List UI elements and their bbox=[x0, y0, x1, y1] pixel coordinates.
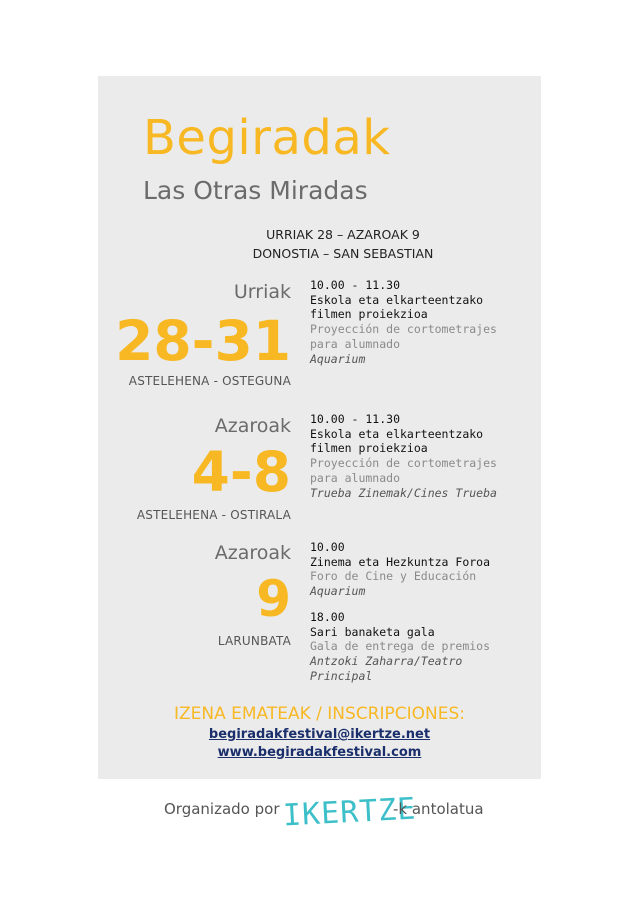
session-es: Foro de Cine y Educación bbox=[310, 569, 477, 584]
session-venue: Antzoki Zaharra/Teatro bbox=[310, 653, 463, 668]
event-2-session bbox=[310, 412, 497, 500]
event-3-days: 9 bbox=[256, 570, 291, 628]
organized-by-text: Organizado por bbox=[164, 800, 280, 818]
event-1-month: Urriak bbox=[233, 281, 291, 303]
festival-title: Begiradak bbox=[143, 110, 391, 166]
session-spacer bbox=[310, 599, 490, 610]
event-2-weekdays: ASTELEHENA - OSTIRALA bbox=[136, 508, 291, 522]
festival-subtitle: Las Otras Miradas bbox=[143, 176, 368, 205]
session-venue: Aquarium bbox=[310, 584, 366, 599]
session-time: 18.00 bbox=[310, 609, 345, 624]
session-es: para alumnado bbox=[310, 336, 401, 351]
session-time: 10.00 bbox=[310, 540, 345, 554]
session-time: 10.00 - 11.30 bbox=[310, 278, 401, 292]
session-title: filmen proiekzioa bbox=[310, 441, 428, 456]
event-1-weekdays: ASTELEHENA - OSTEGUNA bbox=[128, 374, 291, 388]
event-2-days: 4-8 bbox=[191, 440, 291, 504]
organizer-suffix: -k antolatua bbox=[393, 800, 484, 818]
email-link[interactable]: begiradakfestival@ikertze.net bbox=[208, 727, 431, 742]
session-es: Gala de entrega de premios bbox=[310, 639, 491, 654]
ikertze-logo: IKERTZE bbox=[282, 791, 418, 834]
session-title: Sari banaketa gala bbox=[310, 624, 435, 639]
session-es: para alumnado bbox=[310, 470, 401, 485]
event-1-session bbox=[310, 278, 497, 366]
event-2-month: Azaroak bbox=[214, 415, 291, 437]
session-time: 10.00 - 11.30 bbox=[310, 412, 401, 426]
session-title: Eskola eta elkarteentzako bbox=[310, 292, 484, 307]
session-title: Zinema eta Hezkuntza Foroa bbox=[310, 554, 491, 569]
city: DONOSTIA – SAN SEBASTIAN bbox=[252, 246, 434, 261]
session-venue: Principal bbox=[310, 668, 373, 683]
event-1-days: 28-31 bbox=[115, 309, 291, 373]
date-range: URRIAK 28 – AZAROAK 9 bbox=[266, 227, 420, 242]
registration-heading: IZENA EMATEAK / INSCRIPCIONES: bbox=[173, 704, 466, 724]
session-title: Eskola eta elkarteentzako bbox=[310, 426, 484, 441]
website-link[interactable]: www.begiradakfestival.com bbox=[217, 745, 422, 760]
event-3-sessions bbox=[310, 540, 490, 683]
session-es: Proyección de cortometrajes bbox=[310, 456, 497, 471]
session-venue: Aquarium bbox=[310, 351, 366, 366]
session-title: filmen proiekzioa bbox=[310, 307, 428, 322]
event-3-weekdays: LARUNBATA bbox=[217, 634, 291, 648]
session-venue: Trueba Zinemak/Cines Trueba bbox=[310, 485, 497, 500]
event-3-month: Azaroak bbox=[214, 542, 291, 564]
session-es: Proyección de cortometrajes bbox=[310, 322, 497, 337]
date-location-block bbox=[243, 225, 443, 263]
